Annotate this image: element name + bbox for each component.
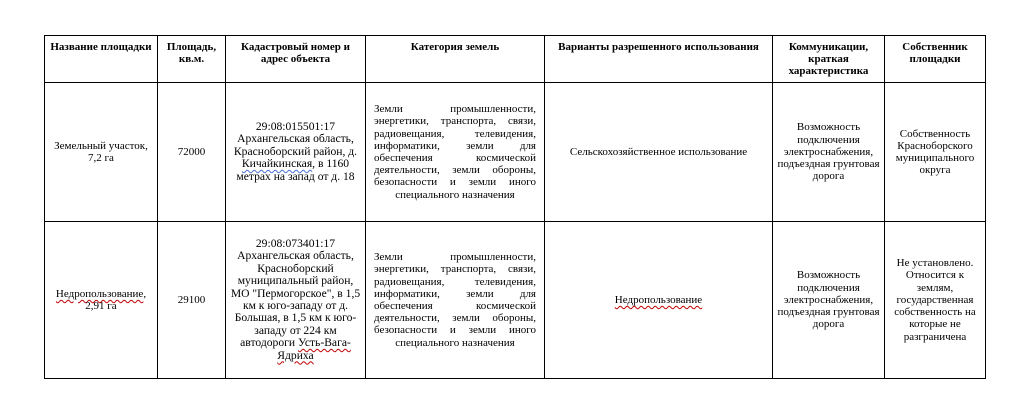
header-owner: Собственник площадки <box>885 36 986 83</box>
table-row <box>45 83 986 222</box>
header-plot-name: Название площадки <box>45 36 158 83</box>
header-cadastral-address: Кадастровый номер и адрес объекта <box>226 36 366 83</box>
owner-cell: Не установлено. Относится к землям, государственная собственность на которые не разграничена <box>885 222 986 379</box>
table-header-row <box>45 36 986 83</box>
header-communications: Коммуникации, краткая характеристика <box>773 36 885 83</box>
address-road: Усть-Вага-Ядриха <box>277 336 351 362</box>
header-area: Площадь, кв.м. <box>158 36 226 83</box>
address-text-end: , в 1160 метрах на запад от д. 18 <box>236 157 355 183</box>
plot-name-cell: Земельный участок, 7,2 га <box>45 83 158 222</box>
land-plots-table <box>44 35 986 379</box>
header-land-category: Категория земель <box>366 36 545 83</box>
communications-cell: Возможность подключения электроснабжения, подъездная грунтовая дорога <box>773 83 885 222</box>
address-village: Кичайкинская <box>241 157 313 171</box>
use-options-text: Недропользование <box>614 293 703 306</box>
cadastral-number: 29:08:073401:17 <box>255 236 336 250</box>
cadastral-address-cell <box>226 222 366 379</box>
land-category-cell: Земли промышленности, энергетики, транспорта, связи, радиовещания, телевидения, информатики, земли для обеспечения космической деятельности, земли обороны, безопасности и земли иного специального назначения <box>366 222 545 379</box>
plot-name-cell <box>45 222 158 379</box>
area-cell: 29100 <box>158 222 226 379</box>
communications-cell: Возможность подключения электроснабжения, подъездная грунтовая дорога <box>773 222 885 379</box>
plot-name-word: Недропользование <box>55 287 144 300</box>
use-options-cell <box>545 222 773 379</box>
cadastral-address-cell <box>226 83 366 222</box>
table-row <box>45 222 986 379</box>
cadastral-number: 29:08:015501:17 <box>255 119 336 133</box>
use-options-cell: Сельскохозяйственное использование <box>545 83 773 222</box>
header-use-options: Варианты разрешенного использования <box>545 36 773 83</box>
land-category-cell: Земли промышленности, энергетики, транспорта, связи, радиовещания, телевидения, информатики, земли для обеспечения космической деятельности, земли обороны, безопасности и земли иного специального назначения <box>366 83 545 222</box>
owner-cell: Собственность Красноборского муниципального округа <box>885 83 986 222</box>
plot-name-rest: , 2,91 га <box>85 287 147 312</box>
address-text: Архангельская область, Красноборский муниципальный район, МО "Пермогорское", в 1,5 км к юго-западу от д. Большая, в 1,5 км к юго-западу от 224 км автодороги <box>230 249 361 350</box>
area-cell: 72000 <box>158 83 226 222</box>
address-text: Архангельская область, Красноборский район, д. <box>233 132 358 158</box>
